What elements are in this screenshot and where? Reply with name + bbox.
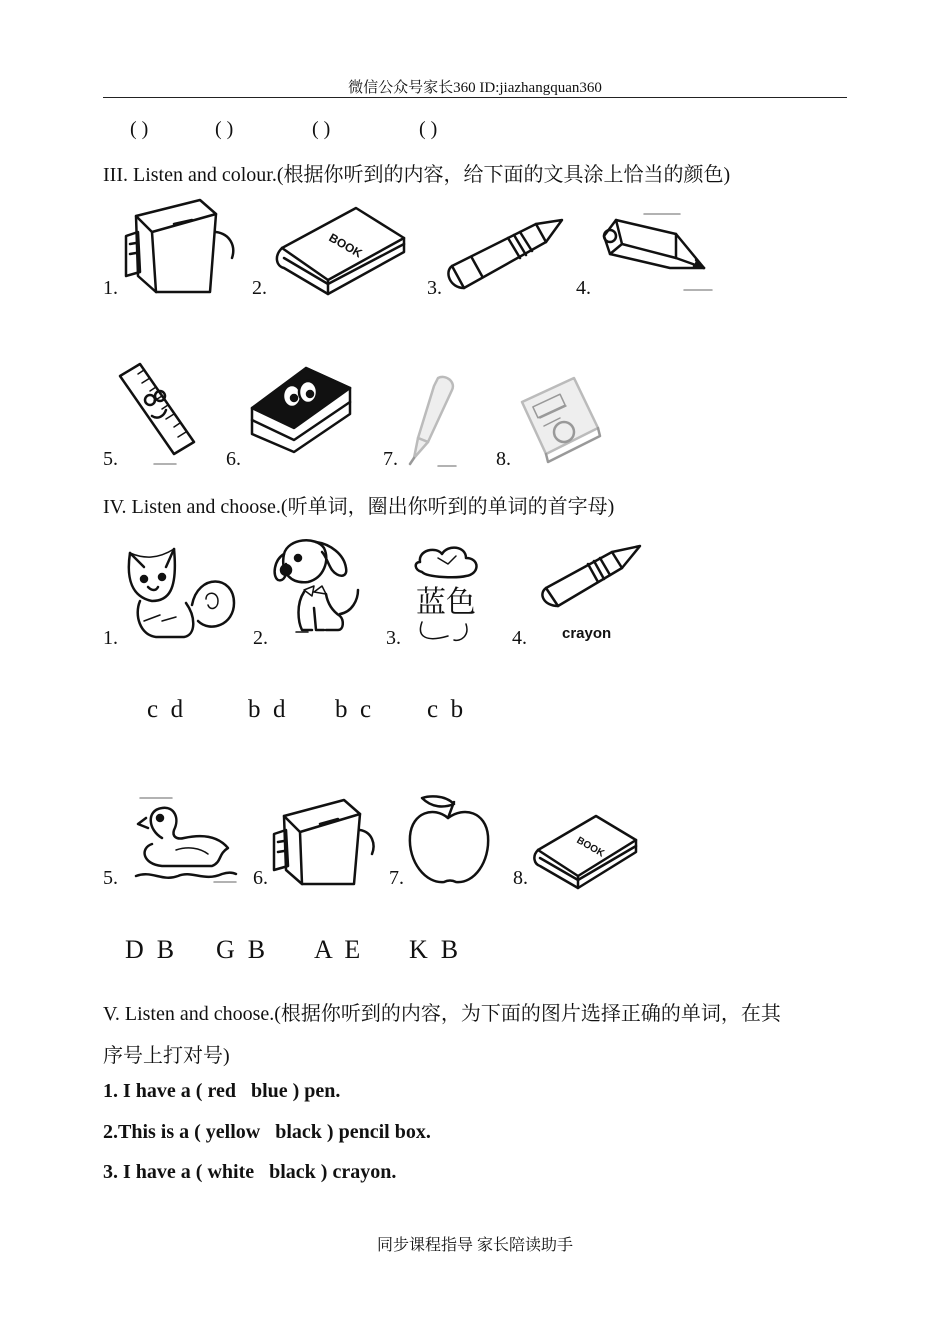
schoolbag-icon: [118, 196, 240, 298]
book-icon-2: [530, 812, 640, 890]
ruler-icon: [116, 360, 200, 468]
dog-icon: [268, 534, 368, 640]
apple-icon: [404, 792, 494, 888]
s4-letters-3[interactable]: b c: [335, 696, 372, 723]
s5-item-1[interactable]: 1. I have a ( red blue ) pen.: [103, 1080, 341, 1102]
book-label-2: BOOK: [574, 835, 606, 860]
answer-paren-2: ( ): [215, 118, 234, 140]
pen-icon: [398, 372, 462, 468]
blue-paint-icon: [408, 542, 492, 644]
s4-letters-4[interactable]: c b: [427, 696, 464, 723]
section5-title-line1: V. Listen and choose.(根据你听到的内容，为下面的图片选择正确的单词，在其: [103, 1003, 781, 1025]
s5-item-2[interactable]: 2.This is a ( yellow black ) pencil box.: [103, 1121, 431, 1143]
schoolbag-icon-2: [266, 796, 378, 890]
s3-num-8: 8.: [496, 448, 511, 470]
section3-title: III. Listen and colour.(根据你听到的内容，给下面的文具涂上恰当的颜色): [103, 164, 731, 186]
s4-letters-6[interactable]: G B: [216, 935, 266, 964]
book-icon: [270, 204, 412, 296]
page-footer: 同步课程指导 家长陪读助手: [376, 1237, 573, 1254]
page-header: 微信公众号家长360 ID:jiazhangquan360: [348, 80, 602, 96]
s4-letters-7[interactable]: A E: [314, 935, 361, 964]
s4-letters-5[interactable]: D B: [125, 935, 175, 964]
s4-num-5: 5.: [103, 867, 118, 889]
eraser-icon: [248, 364, 354, 454]
answer-paren-3: ( ): [312, 118, 331, 140]
pencil-box-icon: [516, 372, 602, 468]
s3-num-7: 7.: [383, 448, 398, 470]
s3-num-6: 6.: [226, 448, 241, 470]
s3-num-2: 2.: [252, 277, 267, 299]
s4-letters-2[interactable]: b d: [248, 696, 286, 723]
answer-paren-1: ( ): [130, 118, 149, 140]
s3-num-4: 4.: [576, 277, 591, 299]
s4-num-2: 2.: [253, 627, 268, 649]
s4-letters-8[interactable]: K B: [409, 935, 459, 964]
s4-num-1: 1.: [103, 627, 118, 649]
duck-icon: [132, 796, 240, 888]
squirrel-icon: [122, 545, 240, 645]
s3-num-3: 3.: [427, 277, 442, 299]
s4-num-6: 6.: [253, 867, 268, 889]
pencil-icon: [592, 208, 722, 298]
s4-num-4: 4.: [512, 627, 527, 649]
s4-num-3: 3.: [386, 627, 401, 649]
crayon-word-icon: [536, 542, 644, 646]
section4-title: IV. Listen and choose.(听单词，圈出你听到的单词的首字母): [103, 496, 615, 518]
section5-title-line2: 序号上打对号): [103, 1045, 230, 1067]
chinese-label: 蓝色: [416, 585, 476, 620]
s3-num-5: 5.: [103, 448, 118, 470]
answer-paren-4: ( ): [419, 118, 438, 140]
crayon-word-label: crayon: [562, 625, 612, 642]
crayon-icon: [442, 214, 568, 298]
book-label: BOOK: [326, 230, 365, 261]
s3-num-1: 1.: [103, 277, 118, 299]
header-rule: [103, 97, 847, 98]
s4-letters-1[interactable]: c d: [147, 696, 184, 723]
s4-num-7: 7.: [389, 867, 404, 889]
s5-item-3[interactable]: 3. I have a ( white black ) crayon.: [103, 1161, 397, 1183]
s4-num-8: 8.: [513, 867, 528, 889]
